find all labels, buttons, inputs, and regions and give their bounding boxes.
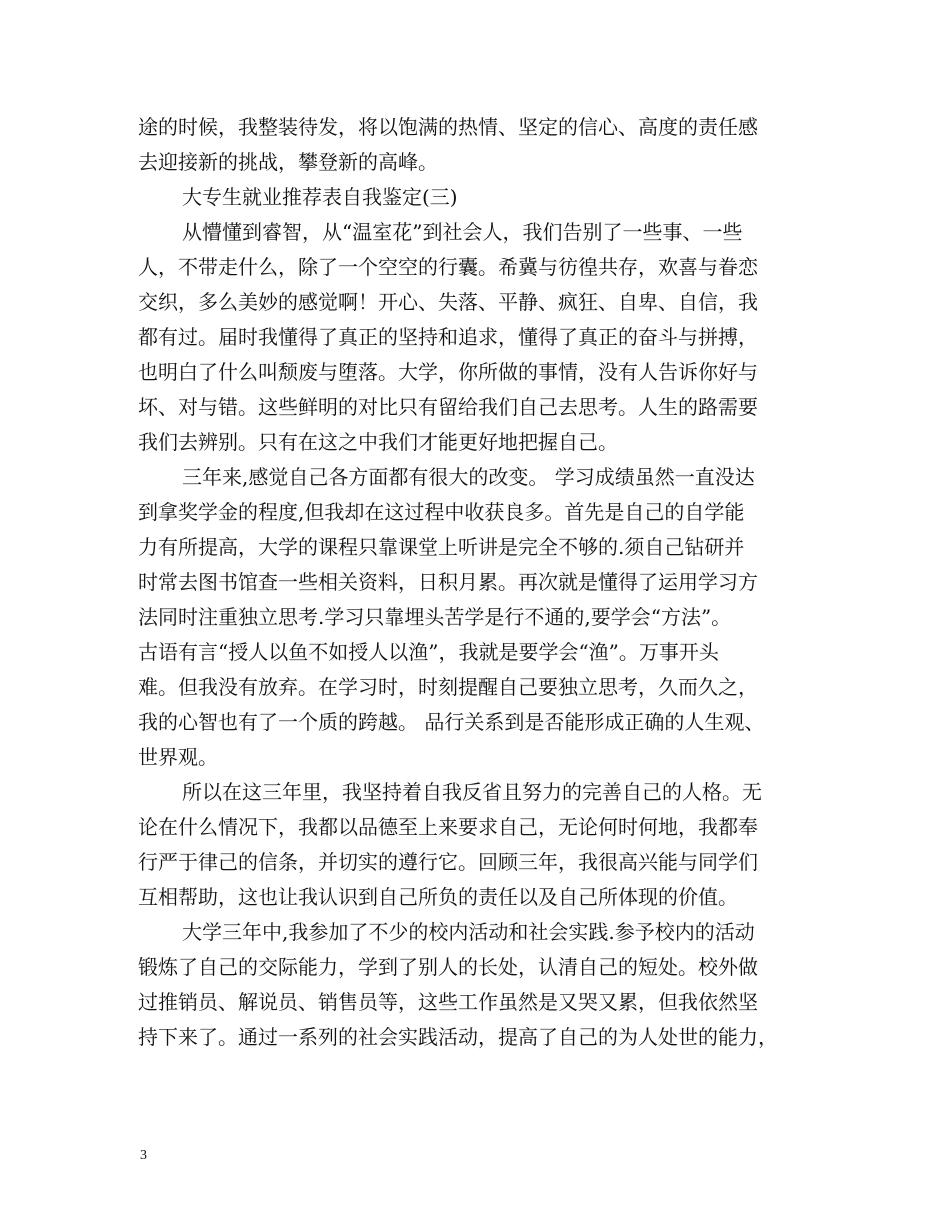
text-line: 法同时注重独立思考.学习只靠埋头苦学是行不通的,要学会“方法”。 — [138, 605, 732, 629]
text-line: 三年来,感觉自己各方面都有很大的改变。 学习成绩虽然一直没达 — [182, 465, 755, 489]
text-line: 力有所提高，大学的课程只靠课堂上听讲是完全不够的.须自己钻研并 — [138, 535, 745, 559]
document-body — [138, 110, 838, 1055]
text-line: 难。但我没有放弃。在学习时，时刻提醒自己要独立思考，久而久之， — [138, 675, 758, 699]
text-line: 古语有言“授人以鱼不如授人以渔”，我就是要学会“渔”。万事开头 — [138, 640, 719, 664]
text-line: 过推销员、解说员、销售员等，这些工作虽然是又哭又累，但我依然坚 — [138, 990, 758, 1014]
text-line: 所以在这三年里，我坚持着自我反省且努力的完善自己的人格。无 — [182, 780, 762, 804]
text-line: 世界观。 — [138, 745, 218, 769]
text-line: 我们去辨别。只有在这之中我们才能更好地把握自己。 — [138, 430, 618, 454]
text-line: 去迎接新的挑战，攀登新的高峰。 — [138, 150, 438, 174]
text-line: 交织，多么美妙的感觉啊！开心、失落、平静、疯狂、自卑、自信，我 — [138, 290, 758, 314]
text-line: 人，不带走什么，除了一个空空的行囊。希冀与彷徨共存，欢喜与眷恋 — [138, 255, 758, 279]
text-line: 到拿奖学金的程度,但我却在这过程中收获良多。首先是自己的自学能 — [138, 500, 745, 524]
text-line: 我的心智也有了一个质的跨越。 品行关系到是否能形成正确的人生观、 — [138, 710, 765, 734]
text-line: 行严于律己的信条，并切实的遵行它。回顾三年，我很高兴能与同学们 — [138, 850, 758, 874]
text-line: 都有过。届时我懂得了真正的坚持和追求，懂得了真正的奋斗与拼搏， — [138, 325, 758, 349]
text-line: 论在什么情况下，我都以品德至上来要求自己，无论何时何地，我都奉 — [138, 815, 758, 839]
text-line: 持下来了。通过一系列的社会实践活动，提高了自己的为人处世的能力， — [138, 1025, 778, 1049]
text-line: 大专生就业推荐表自我鉴定(三) — [182, 185, 458, 209]
text-line: 坏、对与错。这些鲜明的对比只有留给我们自己去思考。人生的路需要 — [138, 395, 758, 419]
text-line: 也明白了什么叫颓废与堕落。大学，你所做的事情，没有人告诉你好与 — [138, 360, 758, 384]
text-line: 途的时候，我整装待发，将以饱满的热情、坚定的信心、高度的责任感 — [138, 115, 758, 139]
text-line: 锻炼了自己的交际能力，学到了别人的长处，认清自己的短处。校外做 — [138, 955, 758, 979]
page-number: 3 — [140, 1148, 147, 1163]
text-line: 互相帮助，这也让我认识到自己所负的责任以及自己所体现的价值。 — [138, 885, 738, 909]
text-line: 从懵懂到睿智，从“温室花”到社会人，我们告别了一些事、一些 — [182, 220, 743, 244]
text-line: 大学三年中,我参加了不少的校内活动和社会实践.参予校内的活动 — [182, 920, 755, 944]
text-line: 时常去图书馆查一些相关资料，日积月累。再次就是懂得了运用学习方 — [138, 570, 758, 594]
